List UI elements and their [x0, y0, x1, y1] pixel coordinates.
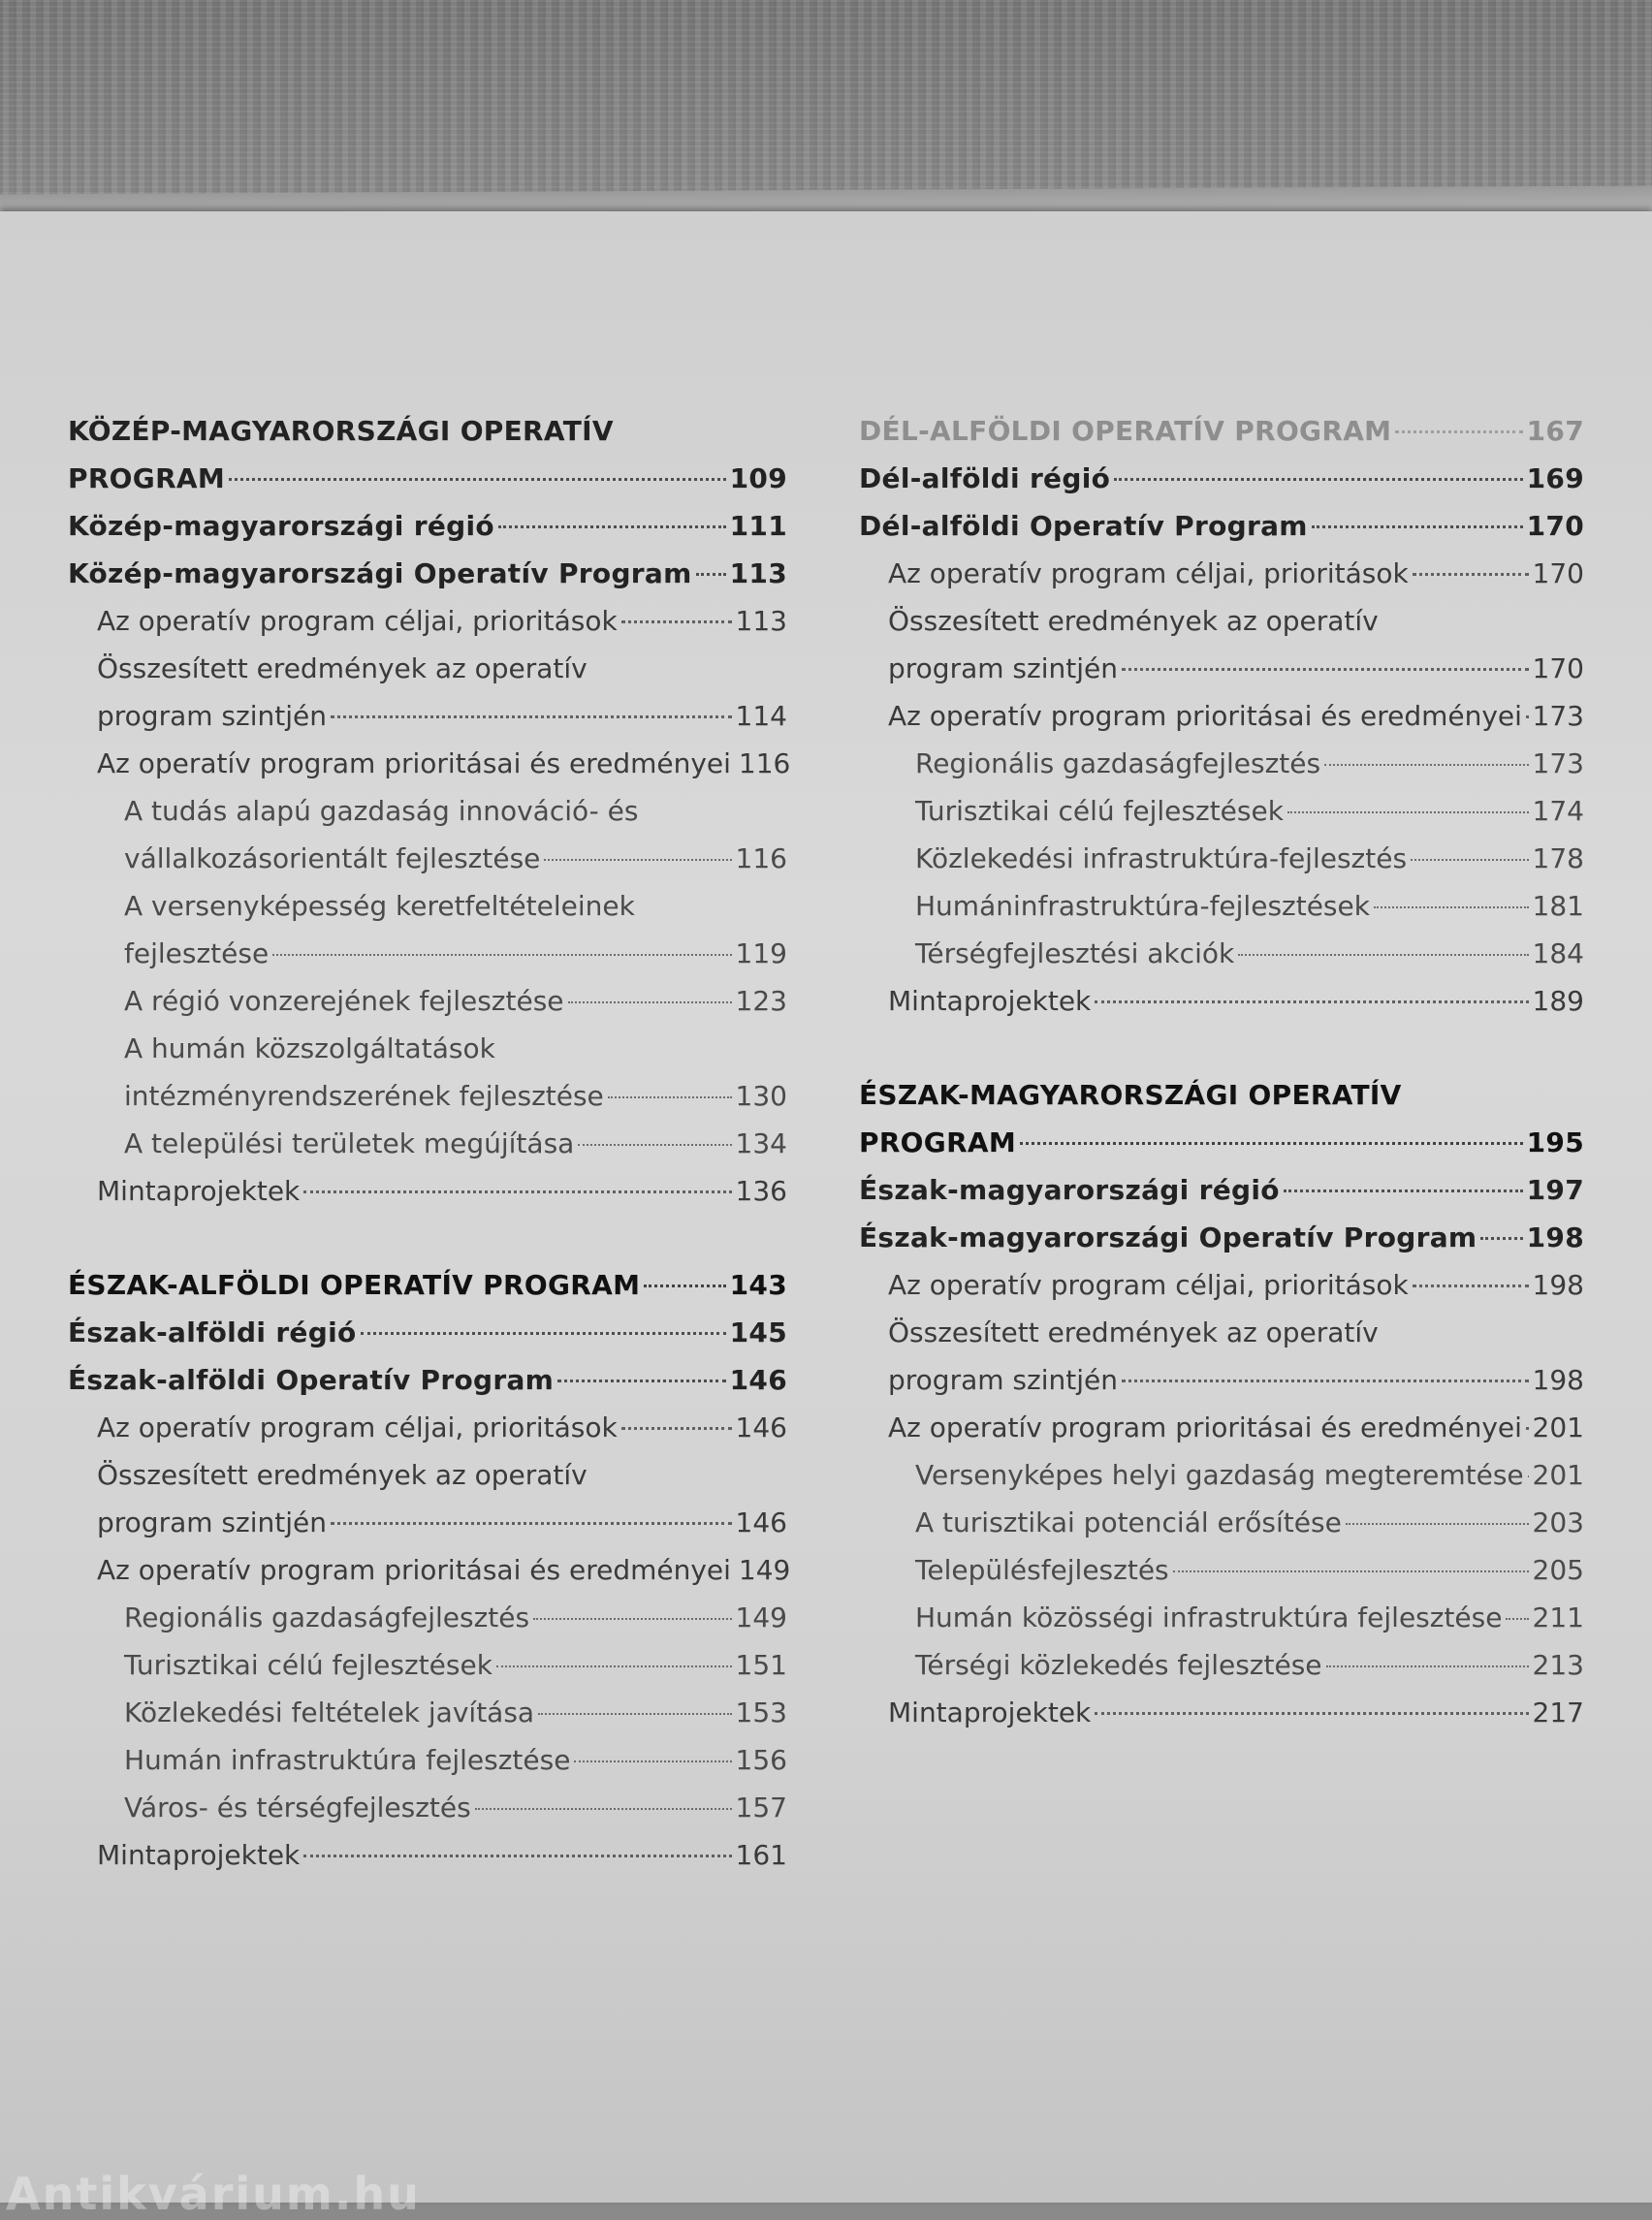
toc-entry-intezmenyrendszerenek-fejlesztese — [68, 1072, 787, 1120]
toc-entry-az-operativ-program-prioritasai-es-eredmenyei — [859, 692, 1584, 740]
dot-leader — [574, 1760, 731, 1762]
toc-entry-fejlesztese — [68, 930, 787, 977]
toc-entry-del-alfoldi-operativ-program — [859, 502, 1584, 550]
toc-page-number: 153 — [735, 1697, 787, 1728]
toc-entry-title: Közlekedési infrastruktúra-fejlesztés — [915, 842, 1408, 874]
toc-page-number: 146 — [735, 1411, 787, 1443]
toc-page-number: 130 — [735, 1080, 787, 1112]
dot-leader — [568, 1001, 732, 1003]
toc-entry-title: PROGRAM — [68, 462, 226, 494]
dot-leader — [1413, 1284, 1529, 1287]
toc-page-number: 167 — [1526, 415, 1584, 447]
dot-leader — [1020, 1142, 1523, 1145]
toc-page-number: 119 — [735, 937, 787, 969]
toc-entry-title: Észak-magyarországi Operatív Program — [859, 1221, 1477, 1253]
toc-entry-title: Az operatív program prioritásai és eredményei — [97, 747, 731, 779]
toc-entry-eszak-magyarorszagi-operativ — [859, 1071, 1584, 1119]
toc-entry-title: Versenyképes helyi gazdaság megteremtése — [915, 1459, 1524, 1491]
toc-entry-humaninfrastruktura-fejlesztesek — [859, 882, 1584, 930]
toc-entry-mintaprojektek — [68, 1831, 787, 1879]
toc-entry-title: Észak-magyarországi régió — [859, 1174, 1280, 1206]
dot-leader — [1095, 1000, 1528, 1003]
dot-leader — [621, 620, 732, 623]
dot-leader — [1324, 764, 1528, 766]
toc-entry-del-alfoldi-regio — [859, 455, 1584, 502]
toc-entry-title: Közép-magyarországi régió — [68, 510, 494, 542]
toc-entry-turisztikai-celu-fejlesztesek — [68, 1641, 787, 1689]
dot-leader — [1395, 430, 1522, 433]
toc-entry-a-telepulesi-teruletek-megujitasa — [68, 1120, 787, 1167]
toc-entry-az-operativ-program-prioritasai-es-eredmenyei — [68, 740, 791, 787]
dot-leader — [331, 1522, 732, 1525]
toc-page-number: 156 — [735, 1744, 787, 1776]
dot-leader — [696, 573, 726, 576]
toc-entry-varos-es-tersegfejlesztes — [68, 1784, 787, 1831]
toc-entry-title: Térségi közlekedés fejlesztése — [915, 1649, 1322, 1681]
dot-leader — [1506, 1618, 1528, 1620]
toc-entry-kozep-magyarorszagi-regio — [68, 502, 787, 550]
toc-page-number: 161 — [735, 1839, 787, 1871]
toc-entry-program-szintjen — [859, 645, 1584, 692]
toc-entry-title: Térségfejlesztési akciók — [915, 937, 1235, 969]
toc-page-number: 170 — [1532, 652, 1584, 684]
toc-entry-title: Az operatív program prioritásai és eredményei — [888, 1411, 1522, 1443]
toc-entry-program — [859, 1119, 1584, 1166]
toc-entry-title: Az operatív program céljai, prioritások — [97, 1411, 618, 1443]
toc-entry-title: Észak-alföldi Operatív Program — [68, 1364, 555, 1396]
toc-page-number: 178 — [1532, 842, 1584, 874]
toc-entry-title: A tudás alapú gazdaság innováció- és — [124, 795, 639, 827]
dot-leader — [1122, 668, 1529, 671]
toc-entry-a-regio-vonzerejenek-fejlesztese — [68, 977, 787, 1025]
toc-entry-az-operativ-program-prioritasai-es-eredmenyei — [68, 1546, 791, 1594]
toc-entry-eszak-alfoldi-operativ-program — [68, 1356, 787, 1404]
dot-leader — [475, 1808, 732, 1810]
toc-page-number: 198 — [1532, 1269, 1584, 1301]
toc-page-number: 205 — [1532, 1554, 1584, 1586]
dot-leader — [533, 1618, 731, 1620]
toc-entry-turisztikai-celu-fejlesztesek — [859, 787, 1584, 835]
toc-entry-mintaprojektek — [68, 1167, 787, 1215]
toc-entry-a-tudas-alapu-gazdasag-innovacio-es — [68, 787, 787, 835]
toc-entry-kozep-magyarorszagi-operativ-program — [68, 550, 787, 597]
dot-leader — [1284, 1189, 1523, 1192]
toc-entry-az-operativ-program-celjai-prioritasok — [68, 597, 787, 645]
toc-entry-title: Turisztikai célú fejlesztések — [124, 1649, 492, 1681]
toc-entry-a-human-kozszolgaltatasok — [68, 1025, 787, 1072]
toc-entry-title: ÉSZAK-ALFÖLDI OPERATÍV PROGRAM — [68, 1269, 641, 1301]
toc-page-number: 146 — [729, 1364, 787, 1396]
toc-entry-regionalis-gazdasagfejlesztes — [68, 1594, 787, 1641]
dot-leader — [229, 478, 726, 481]
toc-page-number: 174 — [1532, 795, 1584, 827]
toc-entry-program — [68, 455, 787, 502]
toc-entry-title: program szintjén — [888, 652, 1118, 684]
toc-page-number: 111 — [729, 510, 787, 542]
toc-entry-versenykepes-helyi-gazdasag-megteremtese — [859, 1451, 1584, 1499]
toc-entry-az-operativ-program-celjai-prioritasok — [68, 1404, 787, 1451]
toc-entry-title: Mintaprojektek — [888, 985, 1092, 1017]
toc-page-number: 157 — [735, 1792, 787, 1824]
toc-entry-az-operativ-program-celjai-prioritasok — [859, 550, 1584, 597]
dot-leader — [496, 1665, 732, 1667]
dot-leader — [498, 525, 726, 528]
toc-page-number: 213 — [1532, 1649, 1584, 1681]
toc-entry-title: Az operatív program céljai, prioritások — [97, 605, 618, 637]
dot-leader — [1173, 1570, 1529, 1572]
toc-entry-title: Humán infrastruktúra fejlesztése — [124, 1744, 571, 1776]
toc-page-number: 149 — [738, 1554, 791, 1586]
dot-leader — [1312, 525, 1523, 528]
toc-page-number: 184 — [1532, 937, 1584, 969]
toc-page-number: 189 — [1532, 985, 1584, 1017]
toc-page-number: 136 — [735, 1175, 787, 1207]
dot-leader — [1287, 811, 1529, 813]
toc-entry-osszesitett-eredmenyek-az-operativ — [68, 1451, 787, 1499]
dot-leader — [331, 715, 732, 718]
toc-entry-title: KÖZÉP-MAGYARORSZÁGI OPERATÍV — [68, 415, 614, 447]
toc-entry-title: Közép-magyarországi Operatív Program — [68, 557, 692, 589]
toc-entry-del-alfoldi-operativ-program — [859, 407, 1584, 455]
dot-leader — [1114, 478, 1523, 481]
toc-entry-program-szintjen — [859, 1356, 1584, 1404]
dot-leader — [1413, 573, 1529, 576]
toc-entry-title: vállalkozásorientált fejlesztése — [124, 842, 541, 874]
toc-page-number: 195 — [1526, 1126, 1584, 1158]
toc-page-number: 114 — [735, 700, 787, 732]
toc-entry-title: Turisztikai célú fejlesztések — [915, 795, 1284, 827]
toc-entry-title: DÉL-ALFÖLDI OPERATÍV PROGRAM — [859, 415, 1392, 447]
toc-entry-osszesitett-eredmenyek-az-operativ — [68, 645, 787, 692]
dot-leader — [1411, 859, 1528, 861]
toc-entry-az-operativ-program-celjai-prioritasok — [859, 1261, 1584, 1309]
dot-leader — [544, 859, 731, 861]
dot-leader — [1526, 715, 1529, 718]
toc-page-number: 143 — [729, 1269, 787, 1301]
toc-entry-title: A humán közszolgáltatások — [124, 1032, 495, 1064]
toc-page-number: 198 — [1532, 1364, 1584, 1396]
dot-leader — [1122, 1380, 1529, 1382]
toc-entry-title: Az operatív program prioritásai és eredményei — [97, 1554, 731, 1586]
toc-entry-regionalis-gazdasagfejlesztes — [859, 740, 1584, 787]
toc-page-number: 145 — [729, 1316, 787, 1348]
toc-entry-title: program szintjén — [888, 1364, 1118, 1396]
dot-leader — [1238, 954, 1528, 956]
toc-entry-title: program szintjén — [97, 1506, 327, 1538]
toc-entry-tersegi-kozlekedes-fejlesztese — [859, 1641, 1584, 1689]
toc-page-number: 123 — [735, 985, 787, 1017]
section-gap — [68, 1215, 787, 1261]
toc-entry-kozlekedesi-infrastruktura-fejlesztes — [859, 835, 1584, 882]
toc-entry-title: Összesített eredmények az operatív — [97, 1459, 588, 1491]
toc-page-number: 217 — [1532, 1697, 1584, 1728]
toc-entry-vallalkozasorientalt-fejlesztese — [68, 835, 787, 882]
toc-entry-osszesitett-eredmenyek-az-operativ — [859, 1309, 1584, 1356]
toc-entry-a-turisztikai-potencial-erositese — [859, 1499, 1584, 1546]
toc-entry-telepulesfejlesztes — [859, 1546, 1584, 1594]
toc-page-number: 201 — [1532, 1459, 1584, 1491]
toc-entry-title: Összesített eredmények az operatív — [888, 605, 1379, 637]
toc-entry-title: Mintaprojektek — [97, 1839, 301, 1871]
toc-entry-title: A régió vonzerejének fejlesztése — [124, 985, 564, 1017]
toc-entry-title: Közlekedési feltételek javítása — [124, 1697, 535, 1728]
toc-entry-title: Város- és térségfejlesztés — [124, 1792, 471, 1824]
toc-entry-human-infrastruktura-fejlesztese — [68, 1736, 787, 1784]
toc-page-number: 116 — [738, 747, 791, 779]
toc-entry-title: Dél-alföldi Operatív Program — [859, 510, 1308, 542]
toc-entry-title: Dél-alföldi régió — [859, 462, 1111, 494]
toc-entry-tersegfejlesztesi-akciok — [859, 930, 1584, 977]
toc-entry-eszak-magyarorszagi-operativ-program — [859, 1214, 1584, 1261]
toc-entry-title: PROGRAM — [859, 1126, 1017, 1158]
toc-page-number: 151 — [735, 1649, 787, 1681]
toc-entry-title: Humáninfrastruktúra-fejlesztések — [915, 890, 1370, 922]
toc-entry-eszak-alfoldi-operativ-program — [68, 1261, 787, 1309]
toc-left-column — [68, 407, 791, 1879]
toc-entry-title: Mintaprojektek — [97, 1175, 301, 1207]
toc-entry-program-szintjen — [68, 692, 787, 740]
toc-entry-title: Észak-alföldi régió — [68, 1316, 357, 1348]
toc-entry-title: ÉSZAK-MAGYARORSZÁGI OPERATÍV — [859, 1079, 1402, 1111]
dot-leader — [303, 1190, 731, 1193]
toc-page-number: 116 — [735, 842, 787, 874]
toc-entry-title: Összesített eredmények az operatív — [888, 1316, 1379, 1348]
dot-leader — [538, 1713, 731, 1715]
dot-leader — [1480, 1237, 1522, 1240]
toc-entry-eszak-magyarorszagi-regio — [859, 1166, 1584, 1214]
toc-page-number: 170 — [1526, 510, 1584, 542]
toc-page-number: 113 — [735, 605, 787, 637]
toc-entry-title: intézményrendszerének fejlesztése — [124, 1080, 604, 1112]
dot-leader — [272, 954, 731, 956]
watermark-text: Antikvárium.hu — [6, 2168, 421, 2220]
toc-page-number: 211 — [1532, 1602, 1584, 1633]
section-gap — [859, 1025, 1584, 1071]
toc-entry-title: program szintjén — [97, 700, 327, 732]
dot-leader — [557, 1380, 726, 1382]
dot-leader — [1374, 906, 1529, 908]
dot-leader — [608, 1096, 732, 1098]
toc-entry-title: A települési területek megújítása — [124, 1127, 575, 1159]
toc-entry-title: fejlesztése — [124, 937, 270, 969]
toc-entry-title: Regionális gazdaságfejlesztés — [124, 1602, 530, 1633]
toc-entry-osszesitett-eredmenyek-az-operativ — [859, 597, 1584, 645]
toc-entry-human-kozossegi-infrastruktura-fejlesztese — [859, 1594, 1584, 1641]
dot-leader — [1346, 1523, 1529, 1525]
toc-page-number: 146 — [735, 1506, 787, 1538]
toc-entry-title: Regionális gazdaságfejlesztés — [915, 747, 1321, 779]
dot-leader — [621, 1427, 732, 1430]
toc-entry-mintaprojektek — [859, 1689, 1584, 1736]
toc-page-number: 149 — [735, 1602, 787, 1633]
toc-entry-title: Az operatív program prioritásai és eredményei — [888, 700, 1522, 732]
toc-page-number: 201 — [1532, 1411, 1584, 1443]
dot-leader — [361, 1332, 726, 1335]
toc-entry-title: A turisztikai potenciál erősítése — [915, 1506, 1342, 1538]
toc-page-number: 198 — [1526, 1221, 1584, 1253]
toc-page-number: 173 — [1532, 747, 1584, 779]
dot-leader — [1528, 1475, 1529, 1477]
toc-entry-kozlekedesi-feltetelek-javitasa — [68, 1689, 787, 1736]
toc-entry-kozep-magyarorszagi-operativ — [68, 407, 787, 455]
toc-page-number: 134 — [735, 1127, 787, 1159]
dot-leader — [644, 1284, 725, 1287]
dot-leader — [578, 1144, 731, 1146]
toc-entry-title: Az operatív program céljai, prioritások — [888, 1269, 1409, 1301]
toc-entry-a-versenykepesseg-keretfelteteleinek — [68, 882, 787, 930]
toc-entry-mintaprojektek — [859, 977, 1584, 1025]
toc-page-number: 197 — [1526, 1174, 1584, 1206]
toc-page-number: 203 — [1532, 1506, 1584, 1538]
toc-page-number: 170 — [1532, 557, 1584, 589]
toc-entry-title: Településfejlesztés — [915, 1554, 1169, 1586]
toc-entry-eszak-alfoldi-regio — [68, 1309, 787, 1356]
toc-entry-title: Humán közösségi infrastruktúra fejlesztése — [915, 1602, 1503, 1633]
dot-leader — [303, 1855, 731, 1857]
toc-page-number: 181 — [1532, 890, 1584, 922]
dot-leader — [1326, 1665, 1529, 1667]
toc-entry-title: Az operatív program céljai, prioritások — [888, 557, 1409, 589]
toc-entry-title: A versenyképesség keretfeltételeinek — [124, 890, 635, 922]
toc-entry-program-szintjen — [68, 1499, 787, 1546]
toc-entry-az-operativ-program-prioritasai-es-eredmenyei — [859, 1404, 1584, 1451]
toc-entry-title: Összesített eredmények az operatív — [97, 652, 588, 684]
toc-page-number: 173 — [1532, 700, 1584, 732]
toc-right-column — [859, 407, 1584, 1736]
toc-page-number: 169 — [1526, 462, 1584, 494]
dot-leader — [1526, 1427, 1529, 1430]
toc-entry-title: Mintaprojektek — [888, 1697, 1092, 1728]
dot-leader — [1095, 1712, 1528, 1715]
toc-page-number: 109 — [729, 462, 787, 494]
toc-page-number: 113 — [729, 557, 787, 589]
